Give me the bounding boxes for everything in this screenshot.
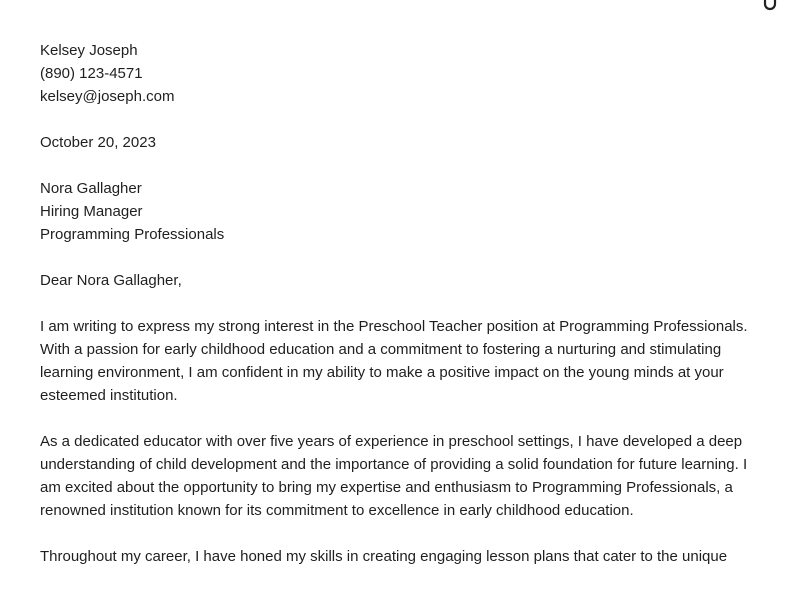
recipient-company: Programming Professionals xyxy=(40,226,225,243)
sender-name: Kelsey Joseph xyxy=(40,42,138,59)
paperclip-icon xyxy=(763,0,777,12)
sender-email: kelsey@joseph.com xyxy=(40,88,175,105)
cover-letter xyxy=(40,39,770,591)
body-paragraph-3: Throughout my career, I have honed my skills in creating engaging lesson plans that cater to the unique xyxy=(40,548,728,565)
sender-phone: (890) 123-4571 xyxy=(40,65,143,82)
recipient-name: Nora Gallagher xyxy=(40,180,142,197)
sender-block xyxy=(40,39,770,108)
salutation-block xyxy=(40,269,770,292)
recipient-block xyxy=(40,177,770,246)
date-block xyxy=(40,131,770,154)
letter-date: October 20, 2023 xyxy=(40,134,156,151)
recipient-title: Hiring Manager xyxy=(40,203,143,220)
body-paragraph-1: I am writing to express my strong interest in the Preschool Teacher position at Programming Professionals. With a passion for early childhood education and a commitment to fostering a nurturing and stimulating learning environment, I am confident in my ability to make a positive impact on the young minds at your esteemed institution. xyxy=(40,318,748,404)
salutation: Dear Nora Gallagher, xyxy=(40,272,182,289)
body-paragraph-2: As a dedicated educator with over five years of experience in preschool settings, I have developed a deep understanding of child development and the importance of providing a solid foundation for future learning. I am excited about the opportunity to bring my expertise and enthusiasm to Programming Professionals, a renowned institution known for its commitment to excellence in early childhood education. xyxy=(40,433,748,519)
